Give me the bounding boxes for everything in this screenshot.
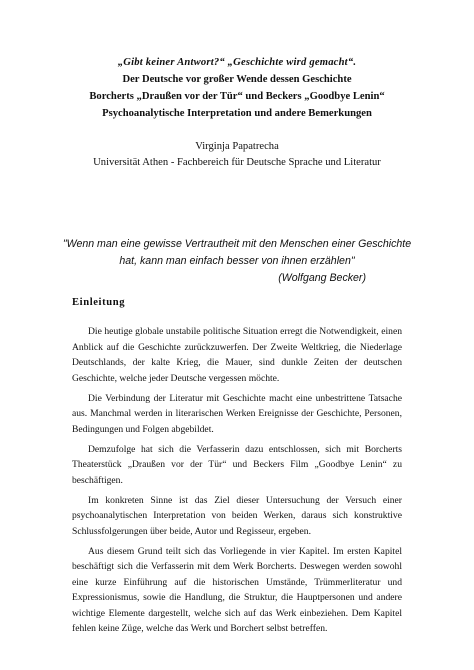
author-affiliation: Universität Athen - Fachbereich für Deutsche Sprache und Literatur bbox=[93, 157, 381, 168]
paragraph: Demzufolge hat sich die Verfasserin dazu entschlossen, sich mit Borcherts Theaterstück „Draußen vor der Tür“ und Beckers Film „Goodbye Lenin“ zu beschäftigen. bbox=[72, 443, 402, 486]
section-body bbox=[72, 324, 402, 641]
title-line-3: Borcherts „Draußen vor der Tür“ und Beckers „Goodbye Lenin“ bbox=[89, 91, 385, 102]
epigraph bbox=[60, 236, 414, 284]
paragraph: Die heutige globale unstabile politische Situation erregt die Notwendigkeit, einen Anblick auf die Geschichte zurückzuwerfen. Der Zweite Weltkrieg, die Niederlage Deutschlands, der kalte Krieg, die Mauer, sind dunkle Zeiten der deutschen Geschichte, welche jeder Deutsche vergessen möchte. bbox=[72, 326, 402, 384]
title-line-1: „Gibt keiner Antwort?“ „Geschichte wird gemacht“. bbox=[117, 57, 357, 68]
title-line-2: Der Deutsche vor großer Wende dessen Geschichte bbox=[122, 74, 352, 85]
paragraph: Aus diesem Grund teilt sich das Vorliegende in vier Kapitel. Im ersten Kapitel beschäftigt sich die Verfasserin mit dem Werk Borcherts. Deswegen werden sowohl eine kurze Einführung auf die historischen Umstände, Trümmerliteratur und Expressionismus, sowie die Handlung, die Struktur, die Hauptpersonen und andere wichtige Elemente dargestellt, welche sich auf das Werk einbeziehen. Dem Kapitel fehlen keine Züge, welche das Werk und Borchert selbst betreffen. bbox=[72, 545, 402, 634]
paragraph: Die Verbindung der Literatur mit Geschichte macht eine unbestrittene Tatsache aus. Manchmal werden in literarischen Werken Ereignisse der Geschichte, Personen, Bedingungen und Folgen abgebildet. bbox=[72, 392, 402, 435]
epigraph-text: "Wenn man eine gewisse Vertrautheit mit den Menschen einer Geschichte hat, kann man einfach besser von ihnen erzählen" bbox=[62, 238, 412, 267]
author-name: Virginja Papatrecha bbox=[195, 141, 279, 152]
epigraph-attribution: (Wolfgang Becker) bbox=[278, 272, 366, 284]
paragraph: Im konkreten Sinne ist das Ziel dieser Untersuchung der Versuch einer psychoanalytischen Interpretation von beiden Werken, daraus sich konstruktive Schlussfolgerungen über beide, Autor und Regisseur, ergeben. bbox=[72, 494, 402, 537]
title-line-4: Psychoanalytische Interpretation und andere Bemerkungen bbox=[102, 108, 372, 119]
section-heading: Einleitung bbox=[72, 297, 126, 308]
